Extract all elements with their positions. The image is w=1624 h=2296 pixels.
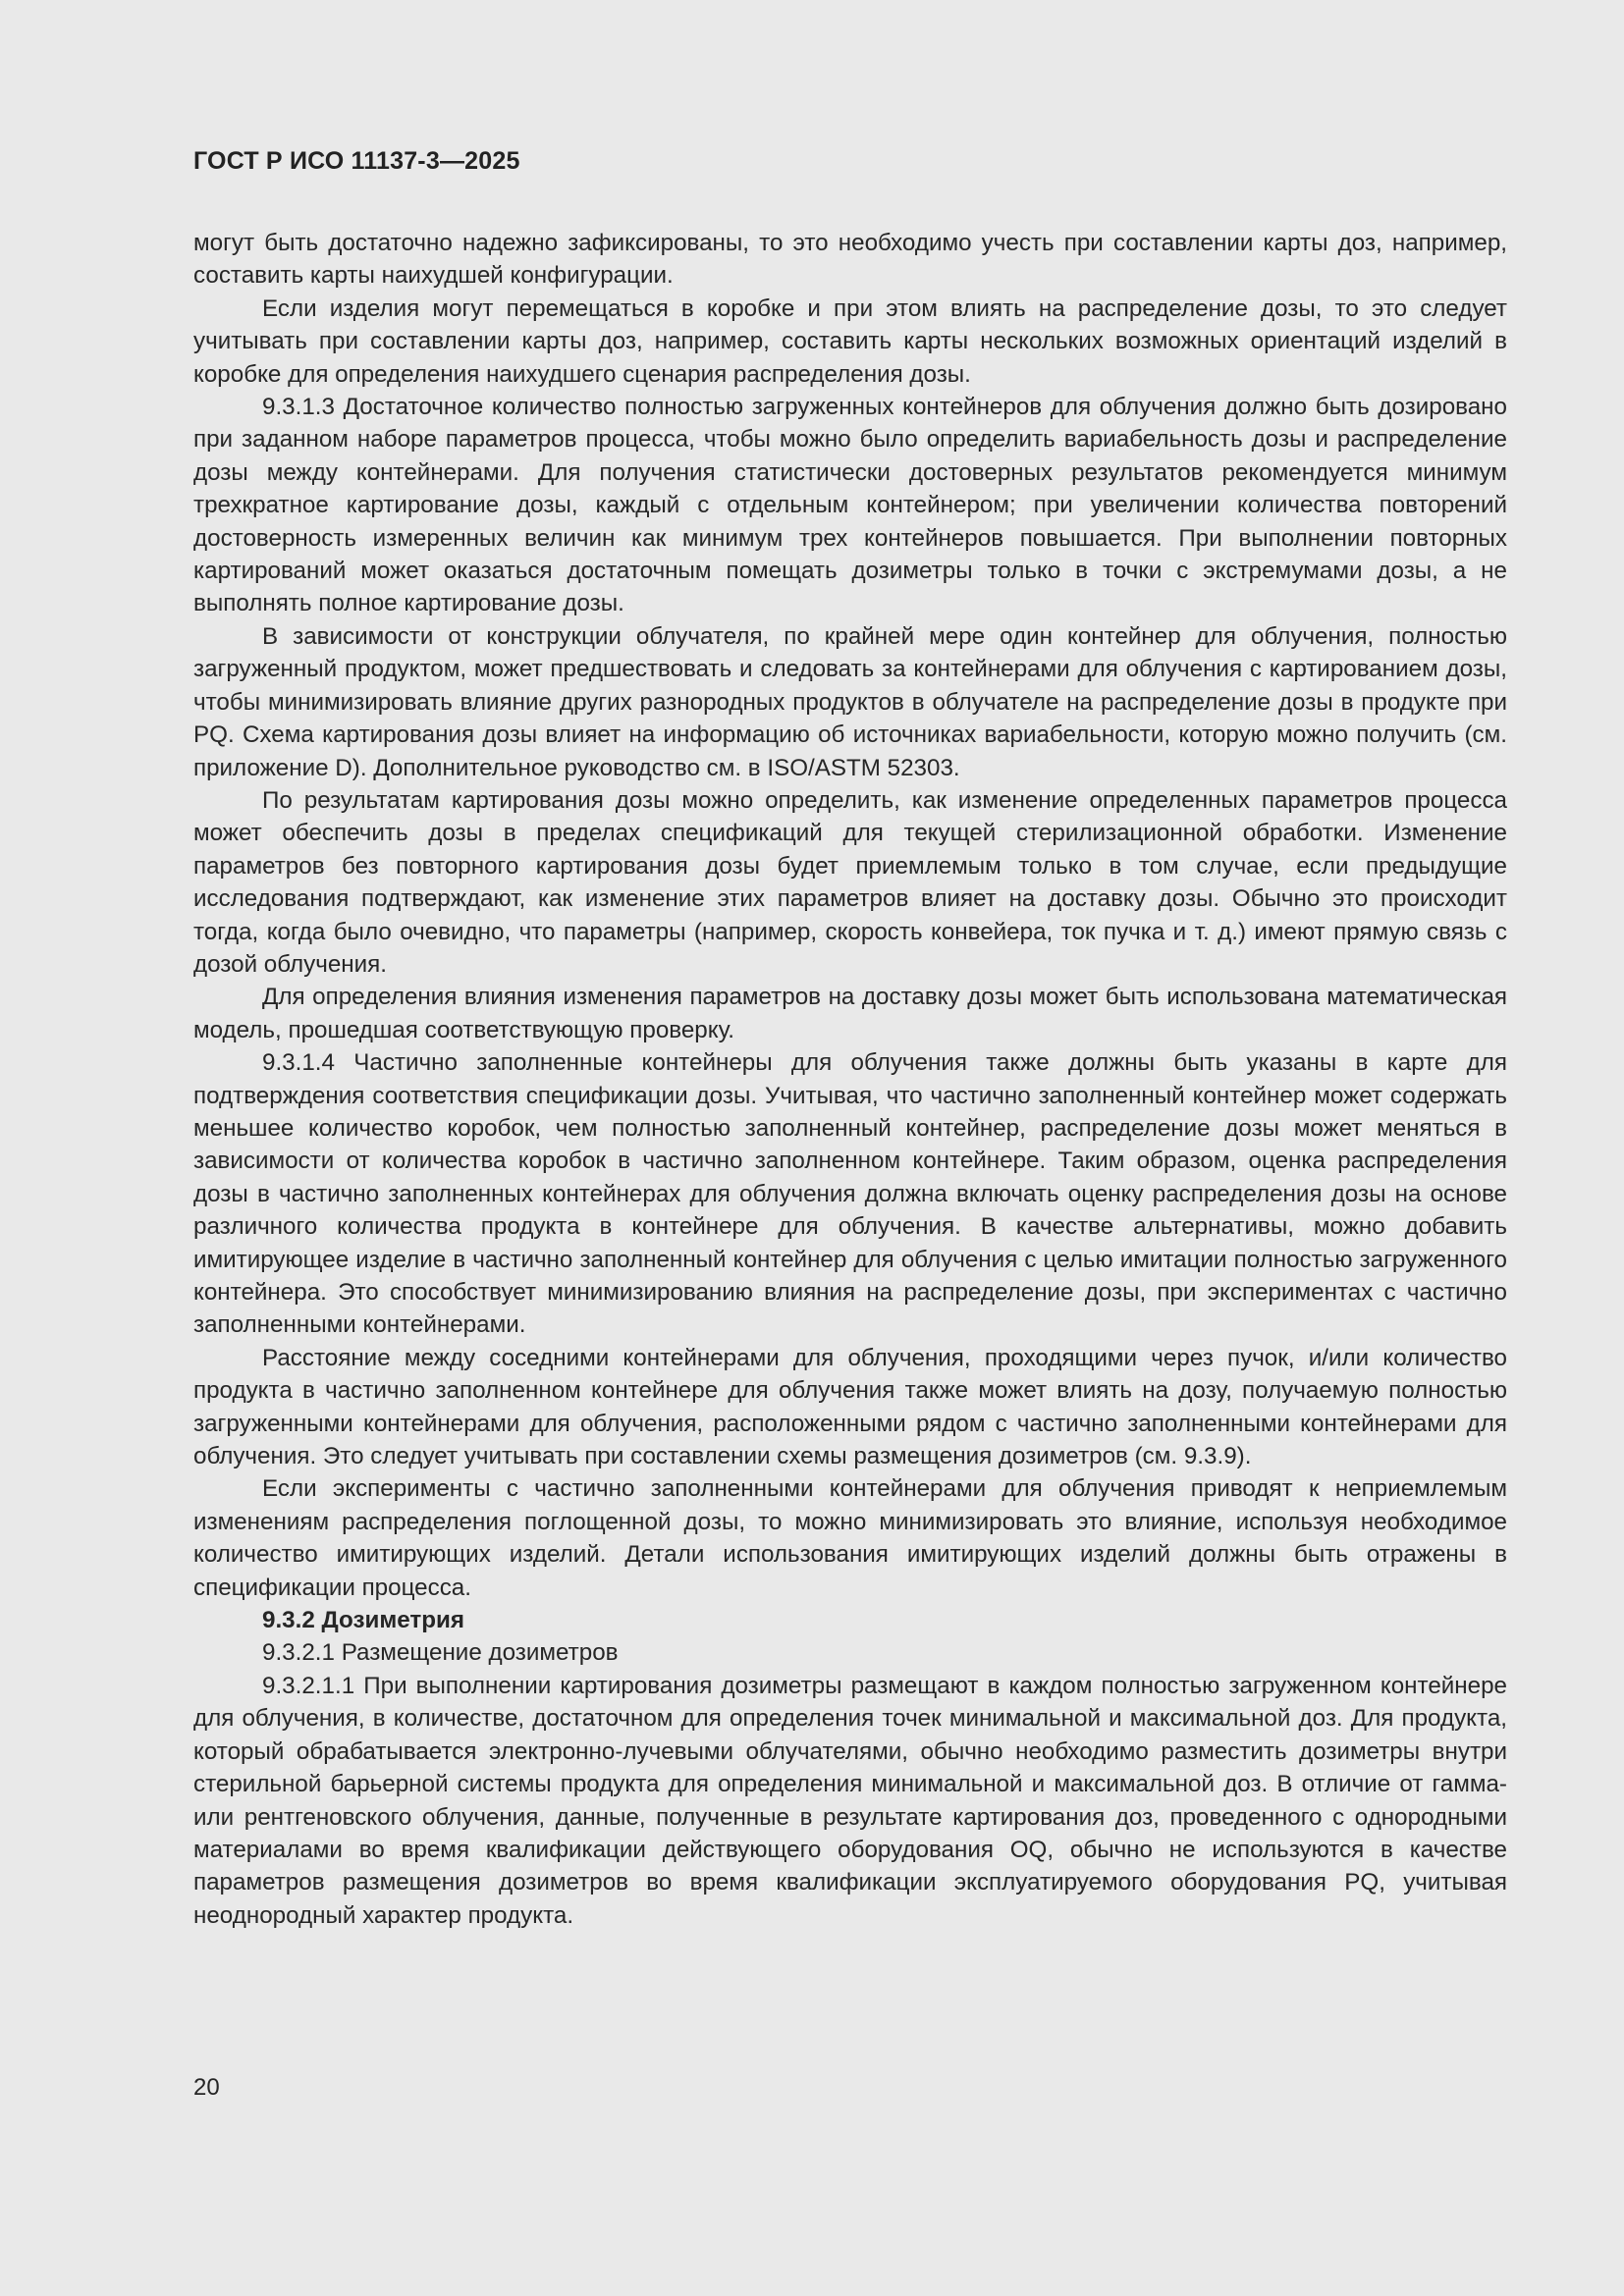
document-header: ГОСТ Р ИСО 11137-3—2025 xyxy=(193,147,520,175)
section-heading-9-3-2: 9.3.2 Дозиметрия xyxy=(262,1607,465,1634)
paragraph: Если изделия могут перемещаться в коробке и при этом влиять на распределение дозы, то это следует учитывать при составлении карты доз, например, составить карты нескольких возможных ориентаций изделий в коробке для определения наихудшего сценария распределения дозы. xyxy=(193,294,1507,388)
paragraph: могут быть достаточно надежно зафиксированы, то это необходимо учесть при составлении карты доз, например, составить карты наихудшей конфигурации. xyxy=(193,230,1507,290)
document-body xyxy=(193,227,1507,1932)
clause-9-3-1-3: 9.3.1.3 Достаточное количество полностью загруженных контейнеров для облучения должно быть дозировано при заданном наборе параметров процесса, чтобы можно было определить вариабельность дозы и распределение дозы между контейнерами. Для получения статистически достоверных результатов рекомендуется минимум трехкратное картирование дозы, каждый с отдельным контейнером; при увеличении количества повторений достоверность измеренных величин как минимум трех контейнеров повышается. При выполнении повторных картирований может оказаться достаточным помещать дозиметры только в точки с экстремумами дозы, а не выполнять полное картирование дозы. xyxy=(193,394,1507,617)
subsection-heading-9-3-2-1: 9.3.2.1 Размещение дозиметров xyxy=(262,1639,619,1667)
paragraph: Для определения влияния изменения параметров на доставку дозы может быть использована математическая модель, прошедшая соответствующую проверку. xyxy=(193,984,1507,1043)
clause-9-3-1-4: 9.3.1.4 Частично заполненные контейнеры для облучения также должны быть указаны в карте для подтверждения соответствия спецификации дозы. Учитывая, что частично заполненный контейнер может содержать меньшее количество коробок, чем полностью заполненный контейнер, распределение дозы может меняться в зависимости от количества коробок в частично заполненном контейнере. Таким образом, оценка распределения дозы в частично заполненных контейнерах для облучения должна включать оценку распределения дозы на основе различного количества продукта в контейнере для облучения. В качестве альтернативы, можно добавить имитирующее изделие в частично заполненный контейнер для облучения с целью имитации полностью загруженного контейнера. Это способствует минимизированию влияния на распределение дозы, при экспериментах с частично заполненными контейнерами. xyxy=(193,1049,1507,1339)
paragraph: По результатам картирования дозы можно определить, как изменение определенных параметров процесса может обеспечить дозы в пределах спецификаций для текущей стерилизационной обработки. Изменение параметров без повторного картирования дозы будет приемлемым только в том случае, если предыдущие исследования подтверждают, как изменение этих параметров влияет на доставку дозы. Обычно это происходит тогда, когда было очевидно, что параметры (например, скорость конвейера, ток пучка и т. д.) имеют прямую связь с дозой облучения. xyxy=(193,786,1507,978)
paragraph: Расстояние между соседними контейнерами для облучения, проходящими через пучок, и/или количество продукта в частично заполненном контейнере для облучения также может влиять на дозу, получаемую полностью загруженными контейнерами для облучения, расположенными рядом с частично заполненными контейнерами для облучения. Это следует учитывать при составлении схемы размещения дозиметров (см. 9.3.9). xyxy=(193,1344,1507,1470)
clause-9-3-2-1-1: 9.3.2.1.1 При выполнении картирования дозиметры размещают в каждом полностью загруженном контейнере для облучения, в количестве, достаточном для определения точек минимальной и максимальной доз. Для продукта, который обрабатывается электронно-лучевыми облучателями, обычно необходимо разместить дозиметры внутри стерильной барьерной системы продукта для определения минимальной и максимальной доз. В отличие от гамма- или рентгеновского облучения, данные, полученные в результате картирования доз, проведенного с однородными материалами во время квалификации действующего оборудования OQ, обычно не используются в качестве параметров размещения дозиметров во время квалификации эксплуатируемого оборудования PQ, учитывая неоднородный характер продукта. xyxy=(193,1672,1507,1929)
paragraph: В зависимости от конструкции облучателя, по крайней мере один контейнер для облучения, полностью загруженный продуктом, может предшествовать и следовать за контейнерами для облучения с картированием дозы, чтобы минимизировать влияние других разнородных продуктов в облучателе на распределение дозы в продукте при PQ. Схема картирования дозы влияет на информацию об источниках вариабельности, которую можно получить (см. приложение D). Дополнительное руководство см. в ISO/ASTM 52303. xyxy=(193,622,1507,781)
paragraph: Если эксперименты с частично заполненными контейнерами для облучения приводят к неприемлемым изменениям распределения поглощенной дозы, то можно минимизировать это влияние, используя необходимое количество имитирующих изделий. Детали использования имитирующих изделий должны быть отражены в спецификации процесса. xyxy=(193,1475,1507,1601)
page-number: 20 xyxy=(193,2074,220,2101)
